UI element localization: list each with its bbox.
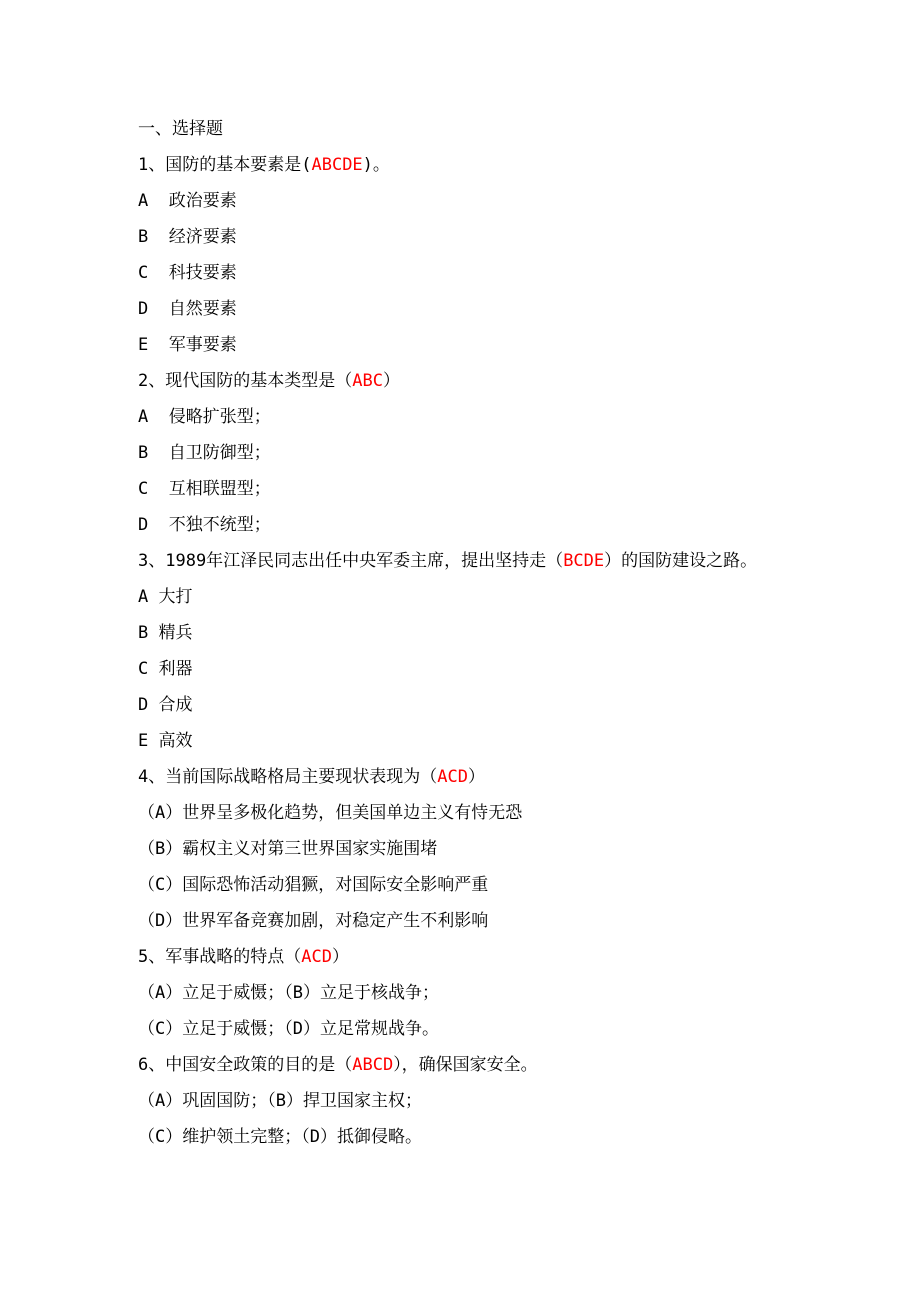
option: D 合成 [138,695,193,715]
option: C 互相联盟型； [138,479,271,499]
stem-text: 5、军事战略的特点（ [138,947,302,967]
option: A 侵略扩张型； [138,407,271,427]
answer-text: ABCDE [311,155,363,175]
option: D 不独不统型； [138,515,271,535]
stem-text: 1、国防的基本要素是( [138,155,312,175]
option: （C）立足于威慑；（D）立足常规战争。 [138,1019,439,1039]
question-stem [138,759,898,795]
question-stem [138,1047,898,1083]
option: （D）世界军备竞赛加剧，对稳定产生不利影响 [138,911,489,931]
section-title: 一、选择题 [138,119,223,139]
stem-text: ）的国防建设之路。 [604,551,758,571]
stem-text: 4、当前国际战略格局主要现状表现为（ [138,767,438,787]
answer-text: ACD [301,947,332,967]
stem-text: 3、1989年江泽民同志出任中央军委主席，提出坚持走（ [138,551,564,571]
stem-text: ），确保国家安全。 [393,1055,538,1075]
option: E 军事要素 [138,335,237,355]
question-stem [138,543,898,579]
question-stem [138,363,898,399]
answer-text: ABC [352,371,383,391]
option: B 精兵 [138,623,193,643]
option: （C）国际恐怖活动猖獗，对国际安全影响严重 [138,875,489,895]
option: （A）世界呈多极化趋势，但美国单边主义有恃无恐 [138,803,523,823]
option: （C）维护领土完整；（D）抵御侵略。 [138,1127,422,1147]
question-stem [138,147,898,183]
option: E 高效 [138,731,193,751]
stem-text: ） [331,947,349,967]
stem-text: 2、现代国防的基本类型是（ [138,371,353,391]
answer-text: BCDE [563,551,605,571]
question-stem [138,939,898,975]
answer-text: ACD [437,767,468,787]
option: C 科技要素 [138,263,237,283]
option: D 自然要素 [138,299,237,319]
stem-text: ） [382,371,400,391]
option: B 自卫防御型； [138,443,271,463]
answer-text: ABCD [352,1055,394,1075]
option: （A）立足于威慑；（B）立足于核战争； [138,983,439,1003]
option: （A）巩固国防；（B）捍卫国家主权； [138,1091,422,1111]
stem-text: ） [467,767,485,787]
stem-text: 6、中国安全政策的目的是（ [138,1055,353,1075]
document-page [138,111,898,1155]
option: C 利器 [138,659,193,679]
stem-text: )。 [362,155,390,175]
option: B 经济要素 [138,227,237,247]
option: A 大打 [138,587,193,607]
option: A 政治要素 [138,191,237,211]
option: （B）霸权主义对第三世界国家实施围堵 [138,839,438,859]
